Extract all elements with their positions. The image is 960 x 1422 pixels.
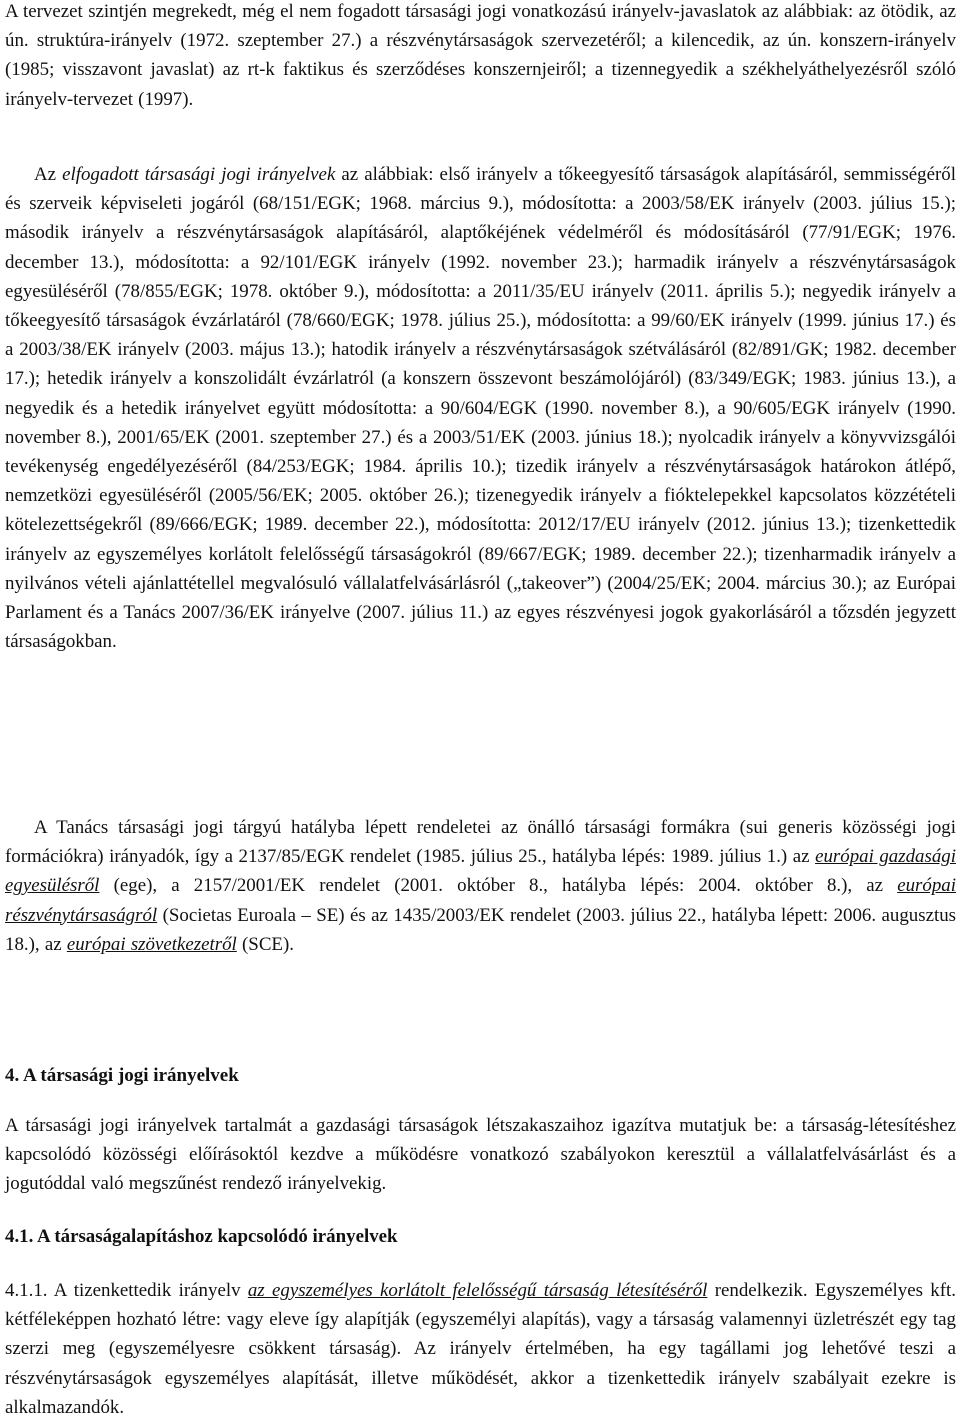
- paragraph-text: A társasági jogi irányelvek tartalmát a gazdasági társaságok létszakaszaihoz igazítva mutatjuk be: a társaság-létesítéshez kapcsolódó közösségi előírásoktól kezdve a működésre vonatkozó szabályokon keresztül a vállalatfelvásárlást és a jogutóddal való megszűnést rendező irányelvekig.: [5, 1115, 956, 1195]
- paragraph-section-4: [5, 1111, 956, 1199]
- paragraph-draft-directives: [5, 0, 956, 114]
- emphasis-ege: európai gazdasági egyesülésről: [5, 846, 956, 897]
- emphasis-sce: európai szövetkezetről: [66, 933, 237, 955]
- paragraph-text-1: A Tanács társasági jogi tárgyú hatályba lépett rendeletei az önálló társasági formákra (sui generis közösségi jogi formációkra) irányadók, így a 2137/85/EGK rendelet (1985. július 25., hatályba lépés: 1989. július 1.) az: [5, 817, 956, 868]
- emphasis-single-member-company: az egyszemélyes korlátolt felelősségű társaság létesítéséről: [247, 1280, 708, 1301]
- paragraph-text-1: 4.1.1. A tizenkettedik irányelv: [5, 1280, 248, 1301]
- paragraph-text: az alábbiak: első irányelv a tőkeegyesítő társaságok alapításáról, semmisségéről és szerveik képviseleti jogáról (68/151/EGK; 1968. március 9.), módosította: a 2003/58/EK irányelv (2003. július 15.); második irányelv a részvénytársaságok alapításáról, alaptőkéjének védelméről és módosításáról (77/91/EGK; 1976. december 13.), módosította: a 92/101/EGK irányelv (1992. november 23.); harmadik irányelv a részvénytársaságok egyesüléséről (78/855/EGK; 1978. október 9.), módosította: a 2011/35/EU irányelv (2011. április 5.); negyedik irányelv a tőkeegyesítő társaságok évzárlatáról (78/660/EGK; 1978. július 25.), módosította: a 99/60/EK irányelv (1999. június 17.) és a 2003/38/EK irányelv (2003. május 13.); hatodik irányelv a részvénytársaságok szétválásáról (82/891/GK; 1982. december 17.); hetedik irányelv a konszolidált évzárlatról (a konszern összevont beszámolójáról) (83/349/EGK; 1983. június 13.), a negyedik és a hetedik irányelvet együtt módosította: a 90/604/EGK (1990. november 8.), a 90/605/EGK irányelv (1990. november 8.), 2001/65/EK (2001. szeptember 27.) és a 2003/51/EK (2003. június 18.); nyolcadik irányelv a könyvvizsgálói tevékenység engedélyezéséről (84/253/EGK; 1984. április 10.); tizedik irányelv a részvénytársaságok határokon átlépő, nemzetközi egyesüléséről (2005/56/EK; 2005. október 26.); tizenegyedik irányelv a fióktelepekkel kapcsolatos közzétételi kötelezettségekről (89/666/EGK; 1989. december 22.), módosította: 2012/17/EU irányelv (2012. június 13.); tizenkettedik irányelv az egyszemélyes korlátolt felelősségű társaságokról (89/667/EGK; 1989. december 22.); tizenharmadik irányelv a nyilvános vételi ajánlattétellel megvalósuló vállalatfelvásárlásról („takeover”) (2004/25/EK; 2004. március 30.); az Európai Parlament és a Tanács 2007/36/EK irányelve (2007. július 11.) az egyes részvényesi jogok gyakorlásáról a tőzsdén jegyzett társaságokban.: [5, 164, 956, 653]
- paragraph-section-4-1-1: [5, 1276, 956, 1422]
- section-heading-4: 4. A társasági jogi irányelvek: [5, 1065, 239, 1086]
- paragraph-text-3: (Societas Euroala – SE) és az 1435/2003/EK rendelet (2003. július 22., hatályba lépett: 2006. augusztus 18.), az: [5, 904, 956, 955]
- emphasis-adopted-directives: elfogadott társasági jogi irányelvek: [62, 164, 336, 185]
- paragraph-text: A tervezet szintjén megrekedt, még el nem fogadott társasági jogi vonatkozású irányelv-javaslatok az alábbiak: az ötödik, az ún. struktúra-irányelv (1972. szeptember 27.) a részvénytársaságok szervezetéről; a kilencedik, az ún. konszern-irányelv (1985; visszavont javaslat) az rt-k faktikus és szerződéses konszernjeiről; a tizennegyedik a székhelyáthelyezésről szóló irányelv-tervezet (1997).: [5, 1, 956, 110]
- paragraph-text-2: (ege), a 2157/2001/EK rendelet (2001. október 8., hatályba lépés: 2004. október 8.), az: [99, 875, 898, 897]
- section-heading-4-1: 4.1. A társaságalapításhoz kapcsolódó irányelvek: [5, 1226, 398, 1247]
- paragraph-adopted-directives: [5, 160, 956, 656]
- paragraph-lead: Az: [34, 164, 63, 185]
- paragraph-text-2: rendelkezik. Egyszemélyes kft. kétféleképpen hozható létre: vagy eleve így alapítják (egyszemélyi alapítás), vagy a társaság valamennyi üzletrészét egy tag szerzi meg (egyszemélyesre csökkent társaság). Az irányelv értelmében, ha egy tagállami jog lehetővé teszi a részvénytársaságok egyszemélyes alapítását, illetve működését, akkor a tizenkettedik irányelv szabályait ezekre is alkalmazandók.: [5, 1280, 957, 1418]
- paragraph-text-4: (SCE).: [236, 933, 294, 955]
- paragraph-council-regulations: [5, 813, 956, 959]
- emphasis-se: európai részvénytársaságról: [5, 875, 956, 926]
